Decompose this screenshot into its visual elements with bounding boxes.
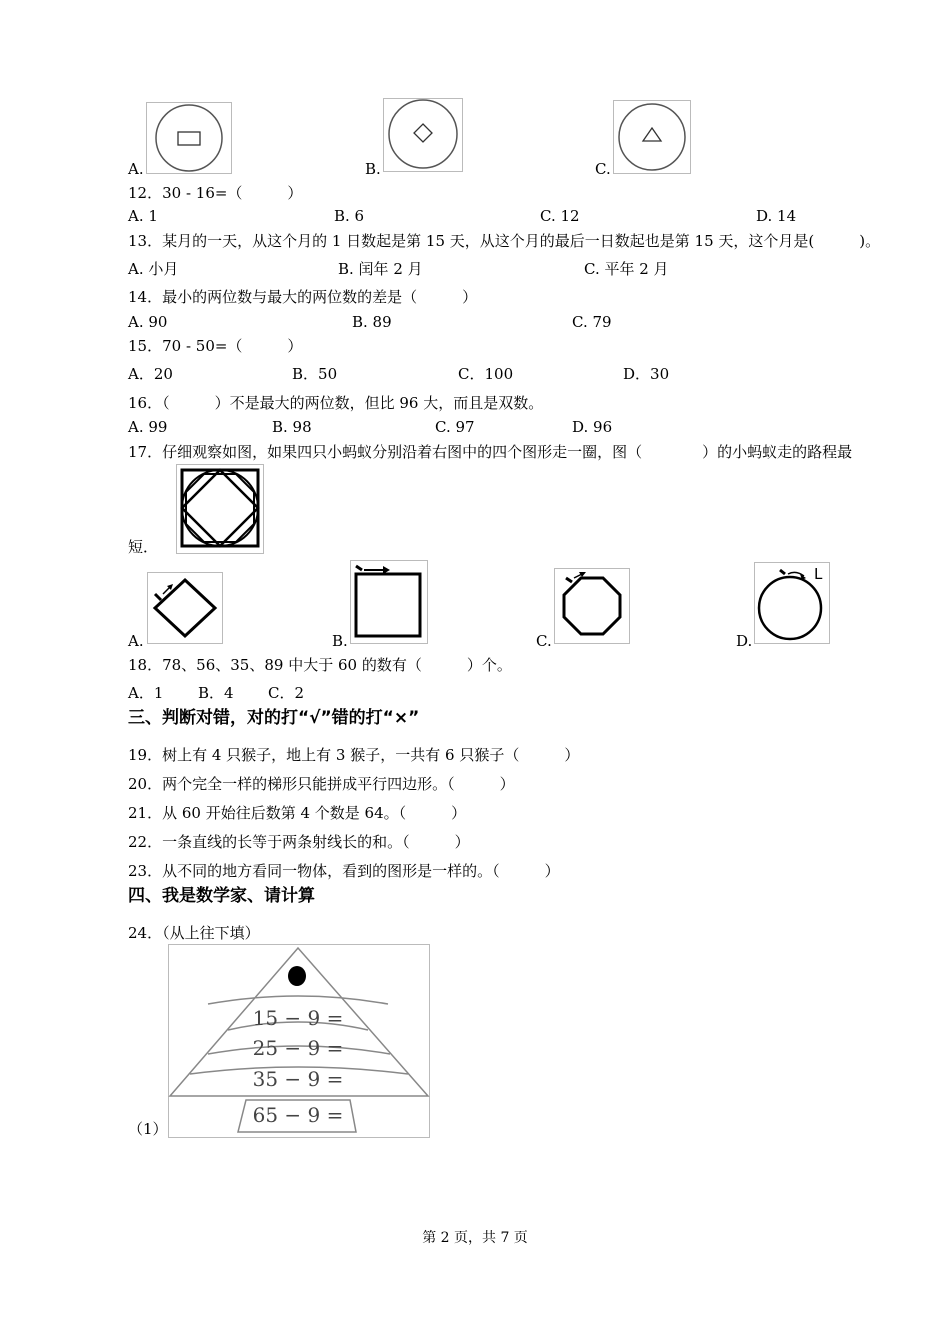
q24-subquestion-label: （1） xyxy=(128,1120,168,1138)
q17-option-c-label: C. xyxy=(536,632,552,650)
q13-option-a: A. 小月 xyxy=(128,260,179,278)
q24-stem: 24．（从上往下填） xyxy=(128,924,260,942)
judge-item-20: 20．两个完全一样的梯形只能拼成平行四边形。（ ） xyxy=(128,775,515,793)
q24-pyramid-figure xyxy=(168,944,430,1138)
q13-option-c: C. 平年 2 月 xyxy=(584,260,669,278)
judge-item-19: 19．树上有 4 只猴子，地上有 3 猴子，一共有 6 只猴子（ ） xyxy=(128,746,580,764)
q11-option-c-label: C. xyxy=(595,160,611,178)
q14-stem: 14．最小的两位数与最大的两位数的差是（ ） xyxy=(128,288,478,306)
q16-option-a: A. 99 xyxy=(128,418,168,436)
q12-stem: 12．30 - 16=（ ） xyxy=(128,184,303,202)
q15-option-d: D．30 xyxy=(623,365,670,383)
q24-row-1: 15 − 9 = xyxy=(252,1006,344,1030)
q17-figure-b xyxy=(350,560,428,644)
q17-option-a-label: A. xyxy=(128,632,144,650)
section-3-heading: 三、判断对错，对的打“√”错的打“×” xyxy=(128,708,420,728)
q15-option-c: C．100 xyxy=(458,365,514,383)
q24-row-4: 65 − 9 = xyxy=(252,1103,344,1127)
q13-stem: 13．某月的一天，从这个月的 1 日数起是第 15 天，从这个月的最后一日数起也是第 15 天，这个月是( )。 xyxy=(128,232,881,250)
q18-option-b: B．4 xyxy=(198,684,234,702)
q17-figure-d xyxy=(754,562,830,644)
judge-item-22: 22．一条直线的长等于两条射线长的和。（ ） xyxy=(128,833,470,851)
q24-row-3: 35 − 9 = xyxy=(252,1067,344,1091)
q12-option-a: A. 1 xyxy=(128,207,158,225)
q12-option-b: B. 6 xyxy=(334,207,365,225)
q17-option-b-label: B. xyxy=(332,632,348,650)
q16-option-d: D. 96 xyxy=(572,418,613,436)
q14-option-a: A. 90 xyxy=(128,313,168,331)
q17-figure-a xyxy=(147,572,223,644)
q24-row-2: 25 − 9 = xyxy=(252,1036,344,1060)
q16-option-c: C. 97 xyxy=(435,418,475,436)
q11-figure-c xyxy=(613,100,691,174)
q18-option-a: A．1 xyxy=(128,684,164,702)
judge-item-23: 23．从不同的地方看同一物体，看到的图形是一样的。（ ） xyxy=(128,862,560,880)
q15-stem: 15．70 - 50=（ ） xyxy=(128,337,303,355)
q17-stem: 17．仔细观察如图，如果四只小蚂蚁分别沿着右图中的四个图形走一圈，图（ ）的小蚂蚁走的路程最 xyxy=(128,443,853,461)
q17-stem-continued: 短． xyxy=(128,538,159,556)
section-4-heading: 四、我是数学家、请计算 xyxy=(128,886,315,906)
q14-option-b: B. 89 xyxy=(352,313,392,331)
q18-stem: 18．78、56、35、89 中大于 60 的数有（ ）个。 xyxy=(128,656,512,674)
q17-option-d-label: D. xyxy=(736,632,753,650)
q16-option-b: B. 98 xyxy=(272,418,312,436)
q17-figure-d-letter: L xyxy=(814,565,823,583)
q12-option-d: D. 14 xyxy=(756,207,797,225)
judge-item-21: 21．从 60 开始往后数第 4 个数是 64。（ ） xyxy=(128,804,467,822)
q17-main-figure xyxy=(176,464,264,554)
q16-stem: 16．（ ）不是最大的两位数，但比 96 大，而且是双数。 xyxy=(128,394,544,412)
q11-figure-a xyxy=(146,102,232,174)
q11-option-b-label: B. xyxy=(365,160,381,178)
page-footer: 第 2 页，共 7 页 xyxy=(422,1230,528,1246)
q12-option-c: C. 12 xyxy=(540,207,580,225)
q14-option-c: C. 79 xyxy=(572,313,612,331)
q11-option-a-label: A. xyxy=(128,160,144,178)
q15-option-b: B．50 xyxy=(292,365,338,383)
q11-figure-b xyxy=(383,98,463,172)
q13-option-b: B. 闰年 2 月 xyxy=(338,260,423,278)
q18-option-c: C．2 xyxy=(268,684,305,702)
q15-option-a: A．20 xyxy=(128,365,173,383)
q17-figure-c xyxy=(554,568,630,644)
